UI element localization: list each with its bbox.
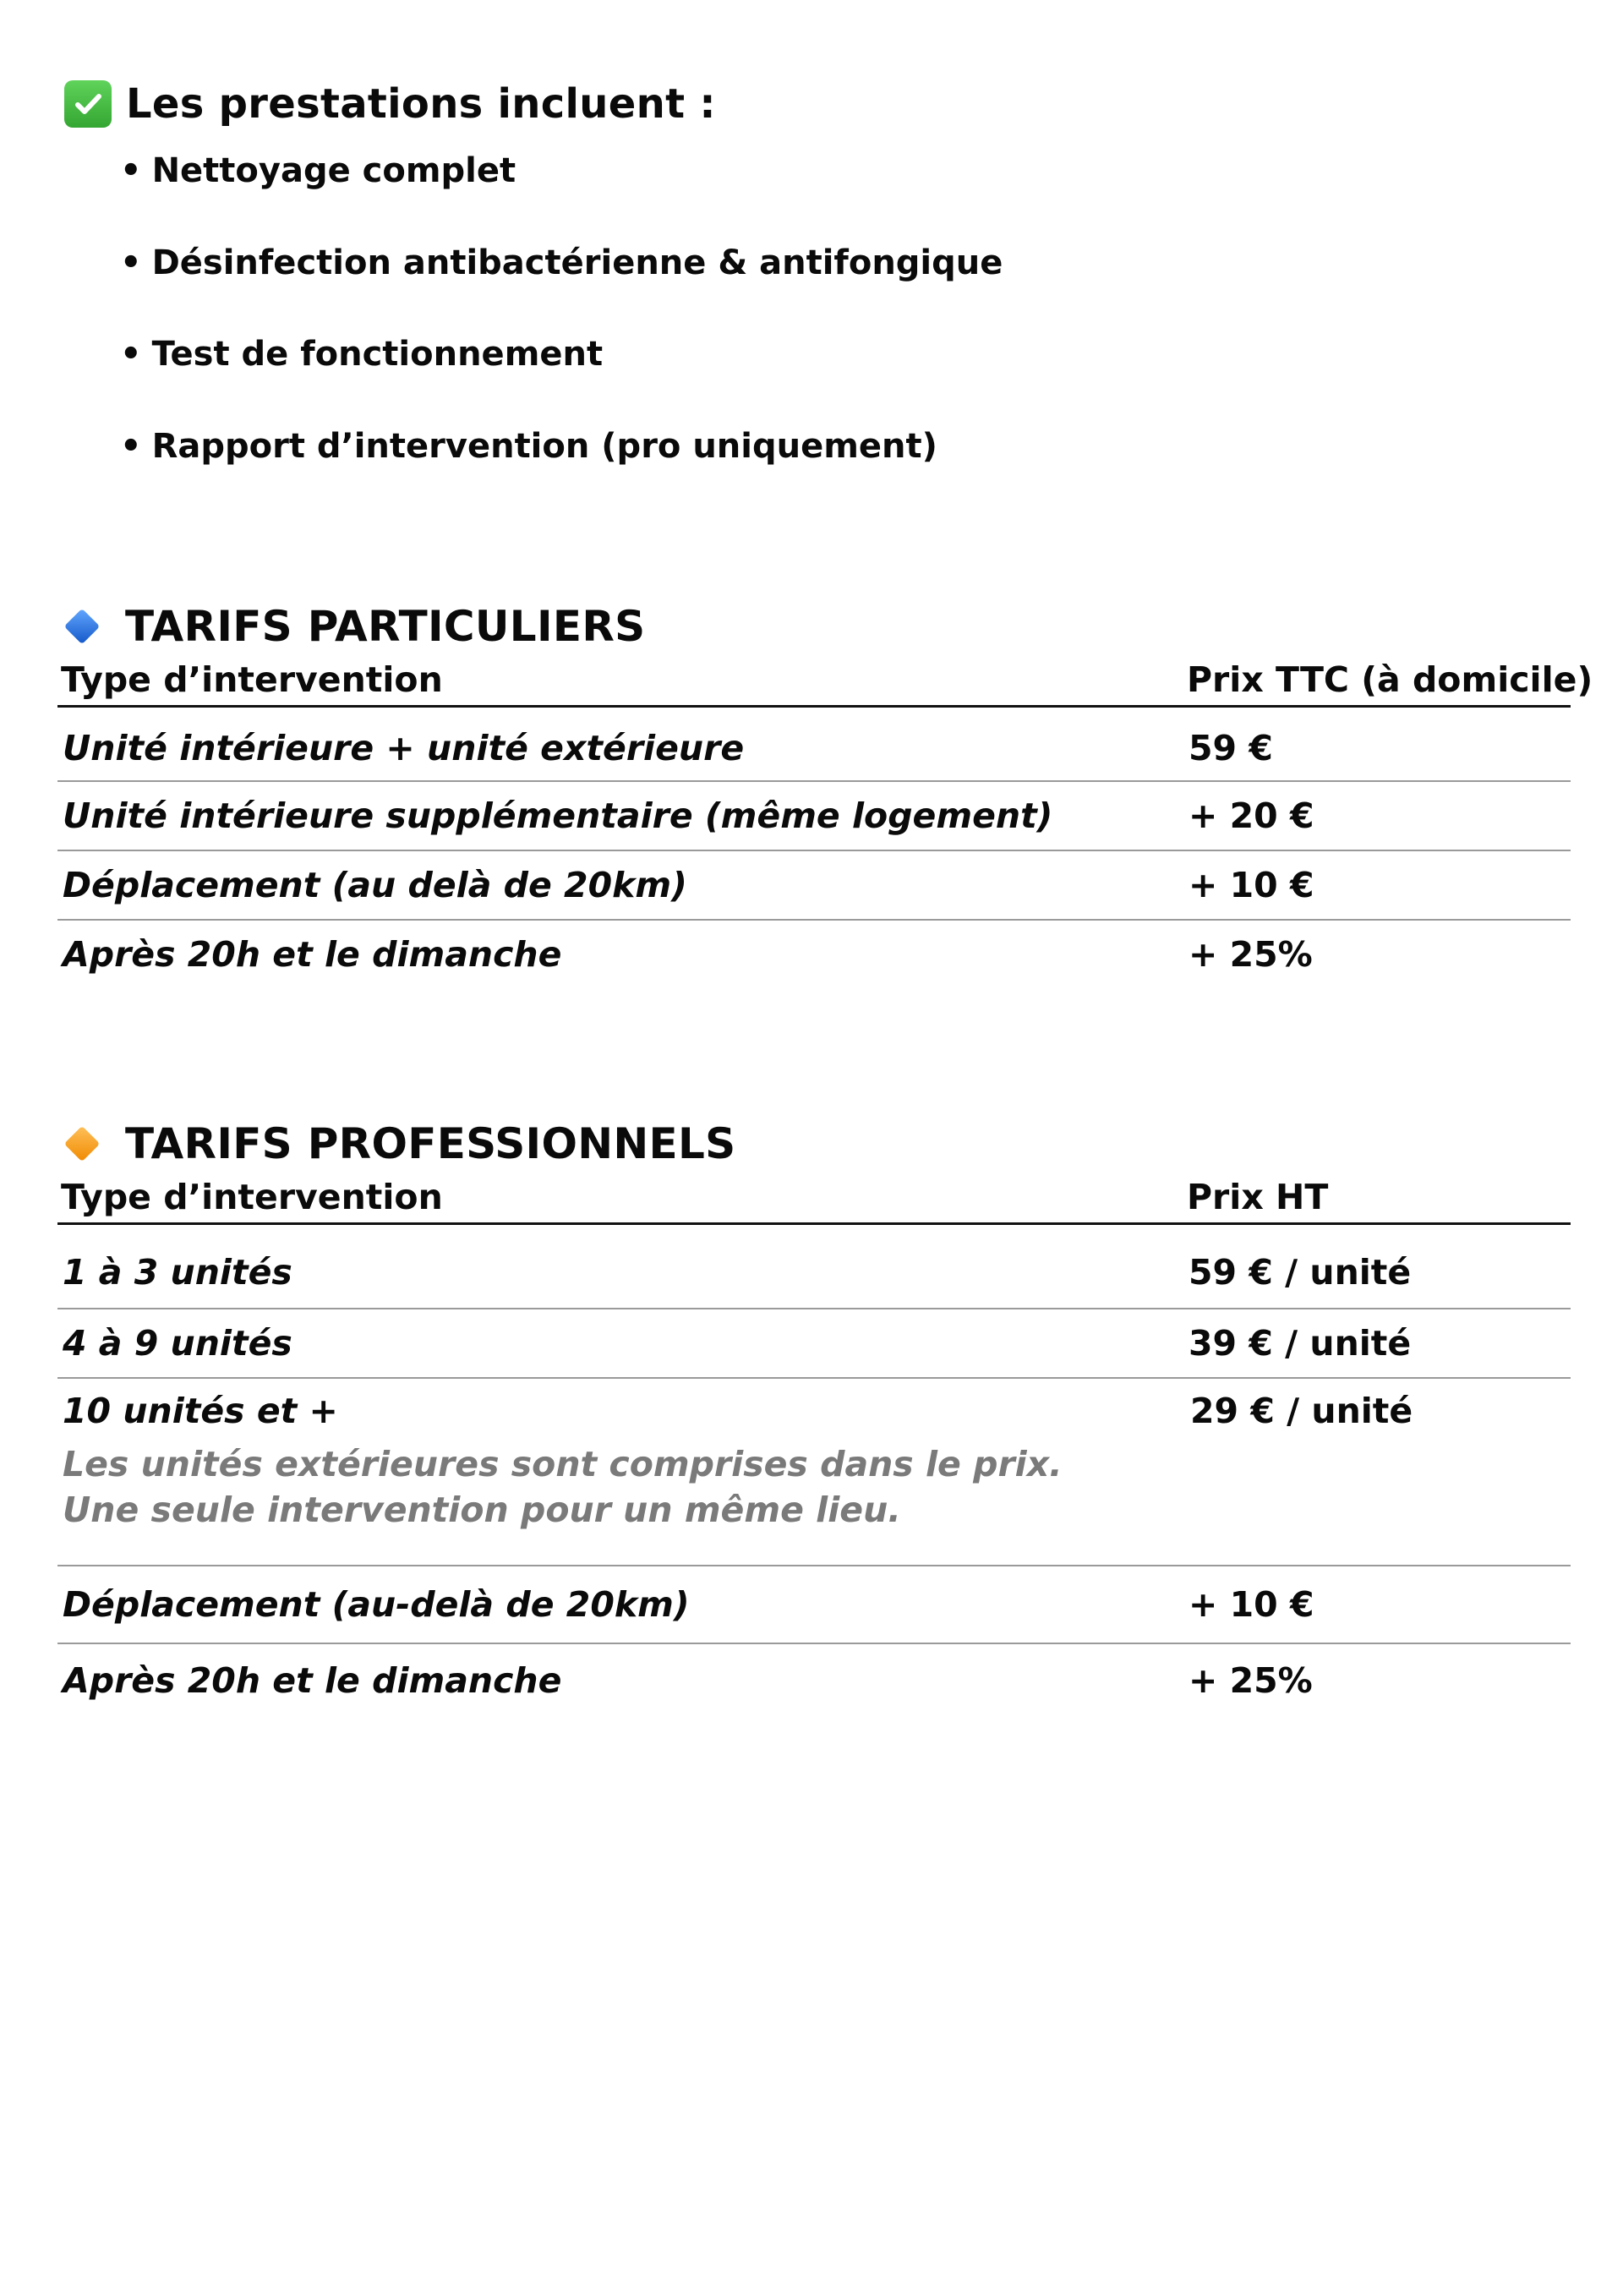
row-price: 29 € / unité (1190, 1391, 1413, 1431)
table-header (57, 653, 1593, 708)
table-row (57, 1309, 1571, 1379)
row-price: 59 € (1189, 728, 1273, 768)
table-row (57, 1225, 1571, 1309)
row-type: 1 à 3 unités (63, 1252, 292, 1293)
row-type: 4 à 9 unités (63, 1323, 292, 1364)
row-price: + 10 € (1189, 1584, 1314, 1625)
row-price: 59 € / unité (1189, 1252, 1412, 1293)
row-type: Unité intérieure + unité extérieure (63, 728, 745, 768)
professionnels-table (57, 1171, 1571, 1717)
list-item-text: Nettoyage complet (151, 151, 516, 190)
prestations-list (120, 152, 1501, 519)
table-row (57, 782, 1571, 851)
list-item-text: Rapport d’intervention (pro uniquement) (151, 426, 937, 466)
row-type: Déplacement (au-delà de 20km) (63, 1584, 690, 1625)
row-type: Après 20h et le dimanche (63, 934, 562, 975)
bullet: • (120, 426, 142, 466)
tarifs-professionnels-section (57, 1117, 1571, 1717)
table-row (57, 921, 1571, 988)
blue-diamond-icon (64, 609, 100, 644)
bullet: • (120, 243, 142, 282)
professionnels-title: TARIFS PROFESSIONNELS (125, 1119, 736, 1168)
list-item-text: Test de fonctionnement (151, 335, 604, 374)
row-type: 10 unités et + (63, 1391, 338, 1431)
particuliers-heading (57, 599, 1571, 653)
check-icon (64, 80, 112, 128)
header-type: Type d’intervention (61, 659, 443, 700)
note-line: Les unités extérieures sont comprises dans le prix. (63, 1444, 1063, 1484)
bullet: • (120, 151, 142, 190)
professionnels-heading (57, 1117, 1571, 1171)
row-type: Unité intérieure supplémentaire (même logement) (63, 795, 1053, 836)
row-main-line (57, 1391, 1571, 1431)
row-type: Déplacement (au delà de 20km) (63, 865, 687, 905)
row-price: + 25% (1189, 934, 1313, 975)
table-row (57, 1566, 1571, 1644)
header-type: Type d’intervention (61, 1176, 443, 1217)
table-row (57, 851, 1571, 921)
prestations-section (64, 78, 1501, 519)
list-item (120, 428, 1501, 520)
table-header (57, 1171, 1571, 1225)
orange-diamond-icon (64, 1126, 100, 1162)
table-row (57, 1379, 1571, 1566)
prestations-title: Les prestations incluent : (126, 80, 716, 128)
prestations-heading (64, 78, 1501, 130)
row-price: + 10 € (1189, 865, 1314, 905)
particuliers-table (57, 653, 1593, 988)
list-item (120, 336, 1501, 428)
row-price: 39 € / unité (1189, 1323, 1412, 1364)
list-item (120, 152, 1501, 244)
particuliers-title: TARIFS PARTICULIERS (125, 602, 646, 651)
list-item (120, 244, 1501, 336)
row-note (57, 1441, 1571, 1533)
row-price: + 25% (1189, 1660, 1313, 1701)
list-item-text: Désinfection antibactérienne & antifongique (151, 243, 1003, 282)
table-row (57, 1644, 1571, 1717)
header-price: Prix TTC (à domicile) (1187, 659, 1593, 700)
tarifs-particuliers-section (57, 599, 1593, 988)
note-line: Une seule intervention pour un même lieu. (63, 1490, 901, 1530)
row-price: + 20 € (1189, 795, 1314, 836)
header-price: Prix HT (1187, 1176, 1329, 1217)
table-row (57, 708, 1571, 782)
row-type: Après 20h et le dimanche (63, 1660, 562, 1701)
bullet: • (120, 335, 142, 374)
